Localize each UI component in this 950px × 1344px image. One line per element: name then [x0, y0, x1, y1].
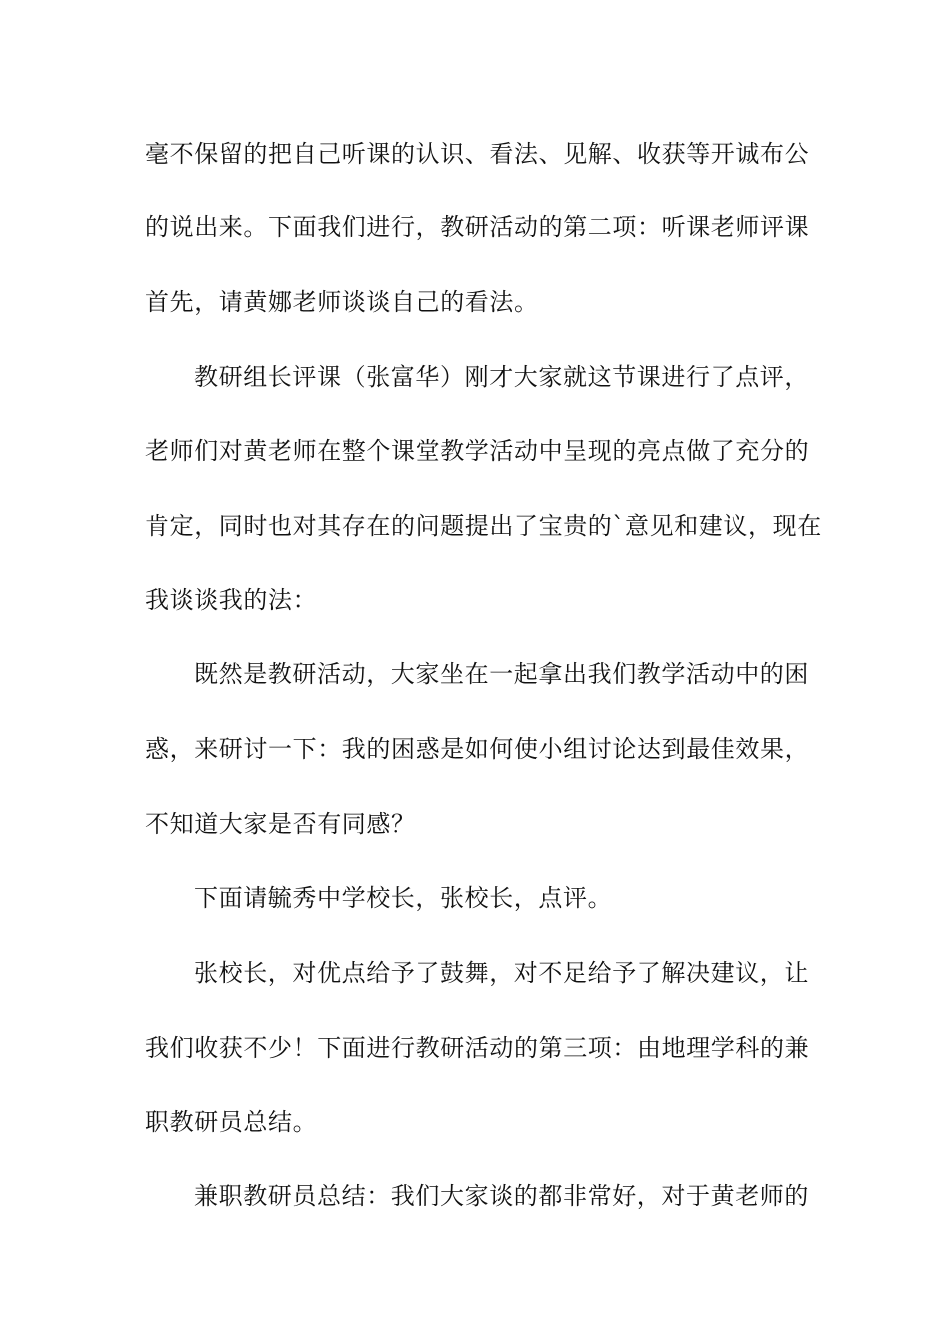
- text-line: 首先，请黄娜老师谈谈自己的看法。: [145, 288, 539, 316]
- text-line: 我们收获不少！下面进行教研活动的第三项：由地理学科的兼: [145, 1034, 810, 1062]
- paragraph-start-line: 兼职教研员总结：我们大家谈的都非常好，对于黄老师的: [194, 1182, 809, 1210]
- paragraph-start-line: 下面请毓秀中学校长，张校长，点评。: [194, 884, 613, 912]
- text-line: 毫不保留的把自己听课的认识、看法、见解、收获等开诚布公: [145, 140, 810, 168]
- paragraph-start-line: 教研组长评课（张富华）刚才大家就这节课进行了点评，: [194, 363, 809, 391]
- paragraph-start-line: 张校长，对优点给予了鼓舞，对不足给予了解决建议，让: [194, 959, 809, 987]
- text-line: 的说出来。下面我们进行，教研活动的第二项：听课老师评课: [145, 213, 810, 241]
- text-line: 肯定，同时也对其存在的问题提出了宝贵的`意见和建议，现在: [145, 512, 822, 540]
- text-line: 老师们对黄老师在整个课堂教学活动中呈现的亮点做了充分的: [145, 437, 810, 465]
- text-line: 不知道大家是否有同感？: [145, 810, 416, 838]
- text-line: 惑，来研讨一下：我的困惑是如何使小组讨论达到最佳效果，: [145, 735, 810, 763]
- paragraph-start-line: 既然是教研活动，大家坐在一起拿出我们教学活动中的困: [194, 660, 809, 688]
- text-line: 职教研员总结。: [145, 1108, 318, 1136]
- text-line: 我谈谈我的法：: [145, 586, 318, 614]
